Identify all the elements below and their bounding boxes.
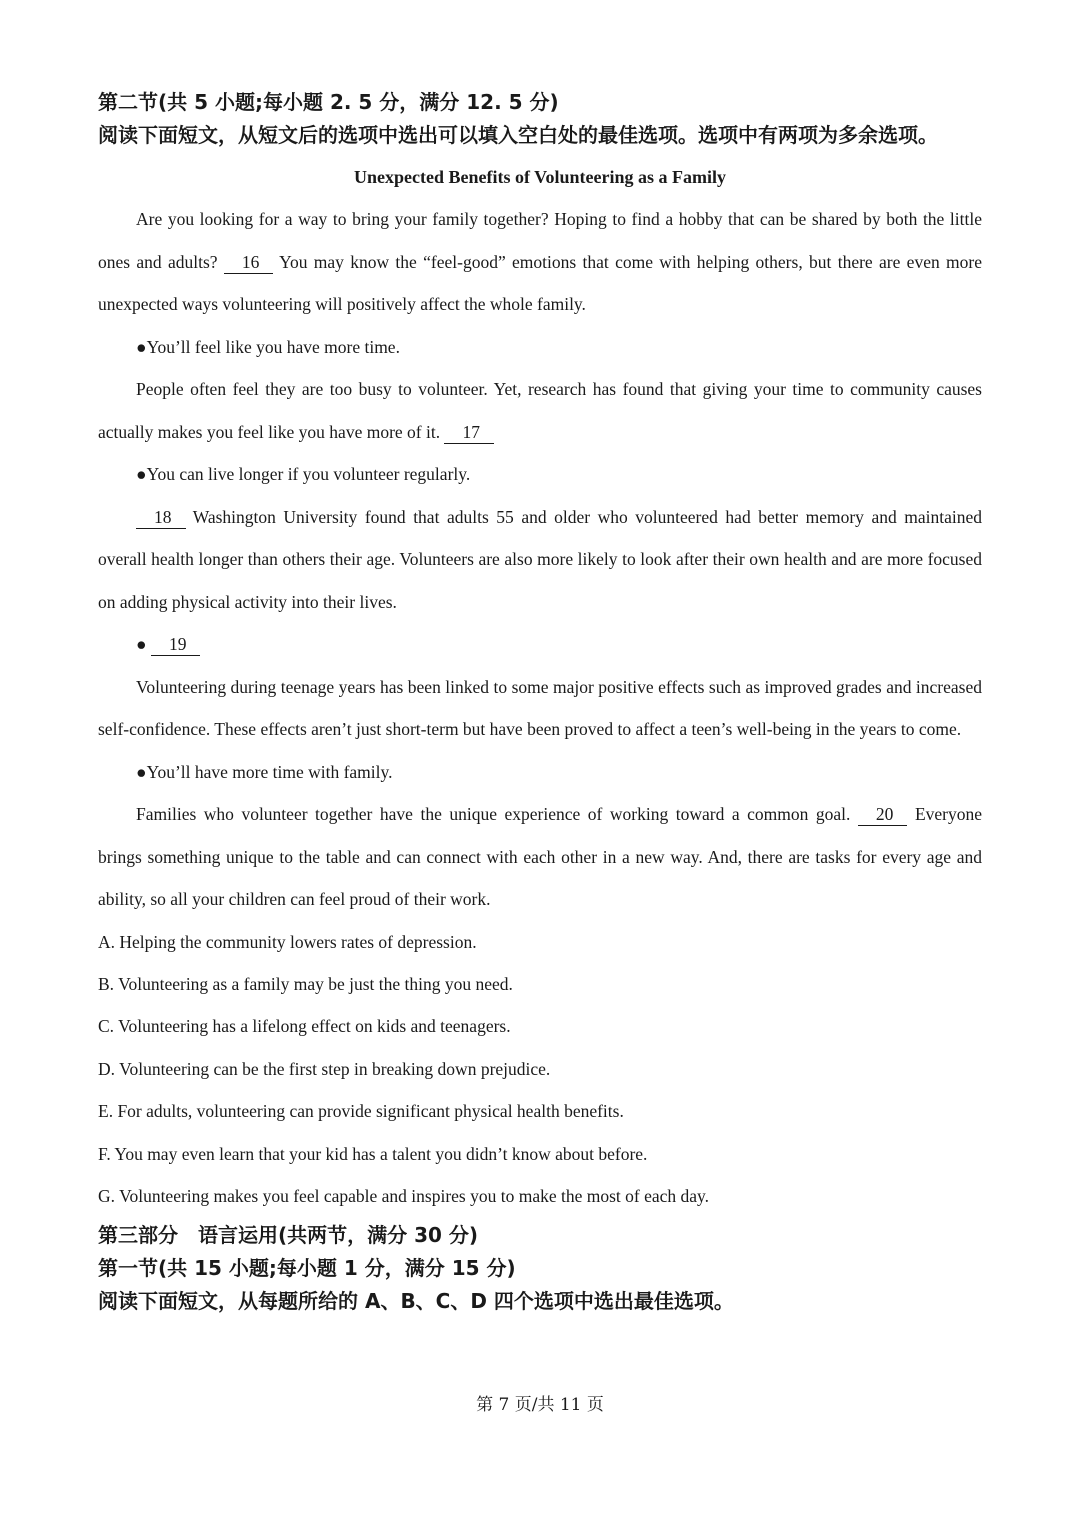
page-number: 第 7 页/共 11 页	[476, 1395, 604, 1415]
exam-page	[98, 86, 982, 1318]
bullet-point-4: ●You’ll have more time with family.	[136, 761, 393, 782]
section2-instruction: 阅读下面短文，从短文后的选项中选出可以填入空白处的最佳选项。选项中有两项为多余选项。	[98, 123, 938, 147]
paragraph-3-text: Washington University found that adults 55 and older who volunteered had better memory and maintained overall health longer than others their age. Volunteers are also more likely to look after their own health and are more focused on adding physical activity into their lives.	[98, 506, 982, 612]
part3	[98, 1219, 982, 1318]
option-list	[98, 921, 982, 1218]
part3-heading: 第三部分 语言运用(共两节，满分 30 分)	[98, 1223, 479, 1248]
part3-instruction: 阅读下面短文，从每题所给的 A、B、C、D 四个选项中选出最佳选项。	[98, 1289, 734, 1314]
part3-section1-heading: 第一节(共 15 小题;每小题 1 分，满分 15 分)	[98, 1256, 516, 1281]
option-a: A. Helping the community lowers rates of depression.	[98, 931, 477, 952]
option-c: C. Volunteering has a lifelong effect on kids and teenagers.	[98, 1016, 511, 1037]
section2-heading: 第二节(共 5 小题;每小题 2. 5 分，满分 12. 5 分)	[98, 90, 559, 114]
paragraph-1-text-b: You may know the “feel-good” emotions that come with helping others, but there are even more unexpected ways volunteering will positively affect the whole family.	[98, 251, 982, 314]
option-e: E. For adults, volunteering can provide significant physical health benefits.	[98, 1101, 624, 1122]
paragraph-1	[98, 198, 982, 326]
paragraph-5-text-a: Families who volunteer together have the unique experience of working toward a common goal.	[136, 804, 858, 824]
paragraph-5-text-b: Everyone brings something unique to the table and can connect with each other in a new way. And, there are tasks for every age and ability, so all your children can feel proud of their work.	[98, 804, 982, 909]
bullet-point-1: ●You’ll feel like you have more time.	[136, 336, 400, 357]
option-d: D. Volunteering can be the first step in breaking down prejudice.	[98, 1058, 551, 1079]
bullet-point-3	[98, 623, 982, 666]
blank-20: 20	[858, 803, 908, 826]
paragraph-3	[98, 496, 982, 624]
paragraph-5	[98, 793, 982, 921]
paragraph-4: Volunteering during teenage years has been linked to some major positive effects such as improved grades and increased self-confidence. These effects aren’t just short-term but have been proved to affect a teen’s well-being in the years to come.	[98, 676, 982, 739]
passage-title: Unexpected Benefits of Volunteering as a Family	[354, 167, 726, 187]
paragraph-1-text-a: Are you looking for a way to bring your family together? Hoping to find a hobby that can be shared by both the little ones and adults?	[98, 209, 982, 272]
option-f: F. You may even learn that your kid has a talent you didn’t know about before.	[98, 1143, 648, 1164]
option-b: B. Volunteering as a family may be just the thing you need.	[98, 973, 513, 994]
blank-19: 19	[151, 633, 201, 656]
paragraph-2	[98, 368, 982, 453]
blank-16: 16	[224, 251, 274, 274]
option-g: G. Volunteering makes you feel capable and inspires you to make the most of each day.	[98, 1185, 710, 1206]
blank-18: 18	[136, 506, 186, 529]
paragraph-2-text: People often feel they are too busy to volunteer. Yet, research has found that giving your time to community causes actually makes you feel like you have more of it.	[98, 379, 982, 442]
blank-17: 17	[444, 421, 494, 444]
bullet-mark: ●	[136, 634, 147, 654]
bullet-point-2: ●You can live longer if you volunteer regularly.	[136, 464, 471, 484]
